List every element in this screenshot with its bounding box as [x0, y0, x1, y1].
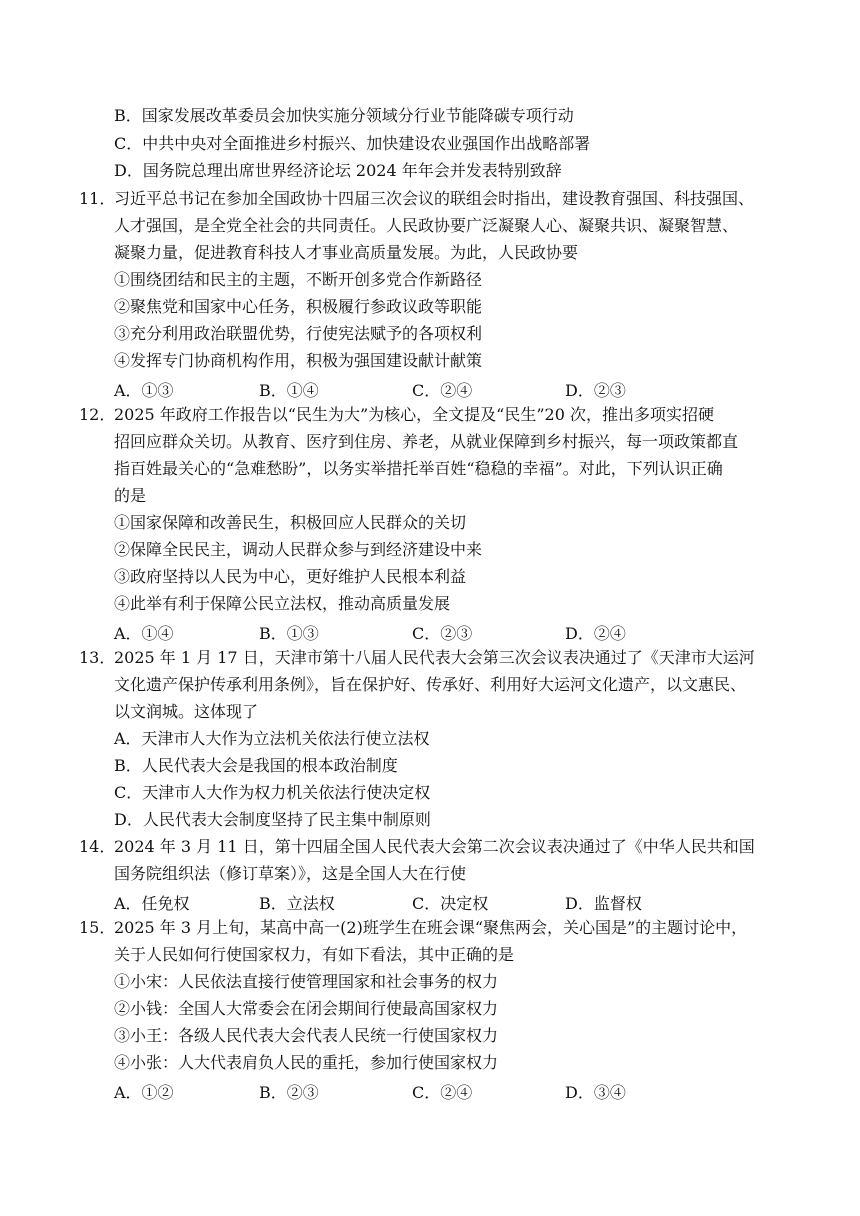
- q13-option-b: B．人民代表大会是我国的根本政治制度: [114, 756, 398, 775]
- q10-option-c: C．中共中央对全面推进乡村振兴、加快建设农业强国作出战略部署: [114, 134, 591, 153]
- q15-choice-c: C．②④: [412, 1083, 473, 1102]
- q15-statement-4: ④小张：人大代表肩负人民的重托，参加行使国家权力: [114, 1053, 499, 1072]
- q12-stem-line: 指百姓最关心的“急难愁盼”，以务实举措托举百姓“稳稳的幸福”。对此，下列认识正确: [114, 459, 723, 478]
- q11-statement-2: ②聚焦党和国家中心任务，积极履行参政议政等职能: [114, 297, 483, 316]
- q13-option-d: D．人民代表大会制度坚持了民主集中制原则: [114, 810, 431, 829]
- q15-choices: [114, 1080, 814, 1100]
- q14-choice-b: B．立法权: [259, 894, 335, 913]
- q13-stem-line: 2025 年 1 月 17 日，天津市第十八届人民代表大会第三次会议表决通过了《天津市大运河: [114, 648, 755, 667]
- q14-choice-c: C．决定权: [412, 894, 489, 913]
- q15-number: 15．: [79, 918, 116, 937]
- q11-choices: [114, 378, 814, 398]
- q14-choice-d: D．监督权: [565, 894, 642, 913]
- q12-stem-line: 招回应群众关切。从教育、医疗到住房、养老，从就业保障到乡村振兴，每一项政策都直: [114, 432, 739, 451]
- q11-choice-d: D．②③: [565, 381, 626, 400]
- q12-choice-a: A．①④: [114, 624, 174, 643]
- q14-stem-line: 国务院组织法（修订草案）》，这是全国人大在行使: [114, 864, 467, 883]
- q15-choice-a: A．①②: [114, 1083, 174, 1102]
- q14-stem-line: 2024 年 3 月 11 日，第十四届全国人民代表大会第二次会议表决通过了《中华人民共和国: [114, 837, 755, 856]
- q15-choice-d: D．③④: [565, 1083, 626, 1102]
- q11-choice-b: B．①④: [259, 381, 319, 400]
- q11-stem-line: 人才强国，是全党全社会的共同责任。人民政协要广泛凝聚人心、凝聚共识、凝聚智慧、: [114, 216, 739, 235]
- q13-number: 13．: [79, 648, 116, 667]
- q13-option-a: A．天津市人大作为立法机关依法行使立法权: [114, 729, 430, 748]
- q11-number: 11．: [79, 189, 116, 208]
- q12-statement-3: ③政府坚持以人民为中心，更好维护人民根本利益: [114, 567, 467, 586]
- q15-statement-2: ②小钱：全国人大常委会在闭会期间行使最高国家权力: [114, 999, 499, 1018]
- q11-stem-line: 习近平总书记在参加全国政协十四届三次会议的联组会时指出，建设教育强国、科技强国、: [114, 189, 755, 208]
- q12-choice-d: D．②④: [565, 624, 626, 643]
- q14-number: 14．: [79, 837, 116, 856]
- q11-choice-c: C．②④: [412, 381, 473, 400]
- q10-option-b: B．国家发展改革委员会加快实施分领域分行业节能降碳专项行动: [114, 106, 574, 125]
- q12-statement-4: ④此举有利于保障公民立法权，推动高质量发展: [114, 594, 451, 613]
- q13-option-c: C．天津市人大作为权力机关依法行使决定权: [114, 783, 431, 802]
- q13-stem-line: 以文润城。这体现了: [114, 702, 259, 721]
- q15-stem-line: 关于人民如何行使国家权力，有如下看法，其中正确的是: [114, 945, 515, 964]
- q12-statement-1: ①国家保障和改善民生，积极回应人民群众的关切: [114, 513, 467, 532]
- q13-stem-line: 文化遗产保护传承利用条例》，旨在保护好、传承好、利用好大运河文化遗产，以文惠民、: [114, 675, 747, 694]
- q12-choice-c: C．②③: [412, 624, 473, 643]
- q11-choice-a: A．①③: [114, 381, 174, 400]
- q15-statement-1: ①小宋：人民依法直接行使管理国家和社会事务的权力: [114, 972, 499, 991]
- q12-statement-2: ②保障全民民主，调动人民群众参与到经济建设中来: [114, 540, 483, 559]
- q12-stem-line: 2025 年政府工作报告以“民生为大”为核心，全文提及“民生”20 次，推出多项实招硬: [114, 405, 714, 424]
- q14-choices: [114, 891, 814, 911]
- q14-choice-a: A．任免权: [114, 894, 190, 913]
- q10-option-d: D．国务院总理出席世界经济论坛 2024 年年会并发表特别致辞: [114, 161, 562, 180]
- q12-stem-line: 的是: [114, 486, 147, 505]
- q12-number: 12．: [79, 405, 116, 424]
- q11-stem-line: 凝聚力量，促进教育科技人才事业高质量发展。为此，人民政协要: [114, 243, 579, 262]
- q15-choice-b: B．②③: [259, 1083, 319, 1102]
- q11-statement-4: ④发挥专门协商机构作用，积极为强国建设献计献策: [114, 351, 483, 370]
- q15-stem-line: 2025 年 3 月上旬，某高中高一(2)班学生在班会课“聚焦两会，关心国是”的主题讨论中，: [114, 918, 748, 937]
- q11-statement-3: ③充分利用政治联盟优势，行使宪法赋予的各项权利: [114, 324, 483, 343]
- q15-statement-3: ③小王：各级人民代表大会代表人民统一行使国家权力: [114, 1026, 499, 1045]
- q11-statement-1: ①围绕团结和民主的主题，不断开创多党合作新路径: [114, 270, 483, 289]
- q12-choice-b: B．①③: [259, 624, 319, 643]
- q12-choices: [114, 621, 814, 641]
